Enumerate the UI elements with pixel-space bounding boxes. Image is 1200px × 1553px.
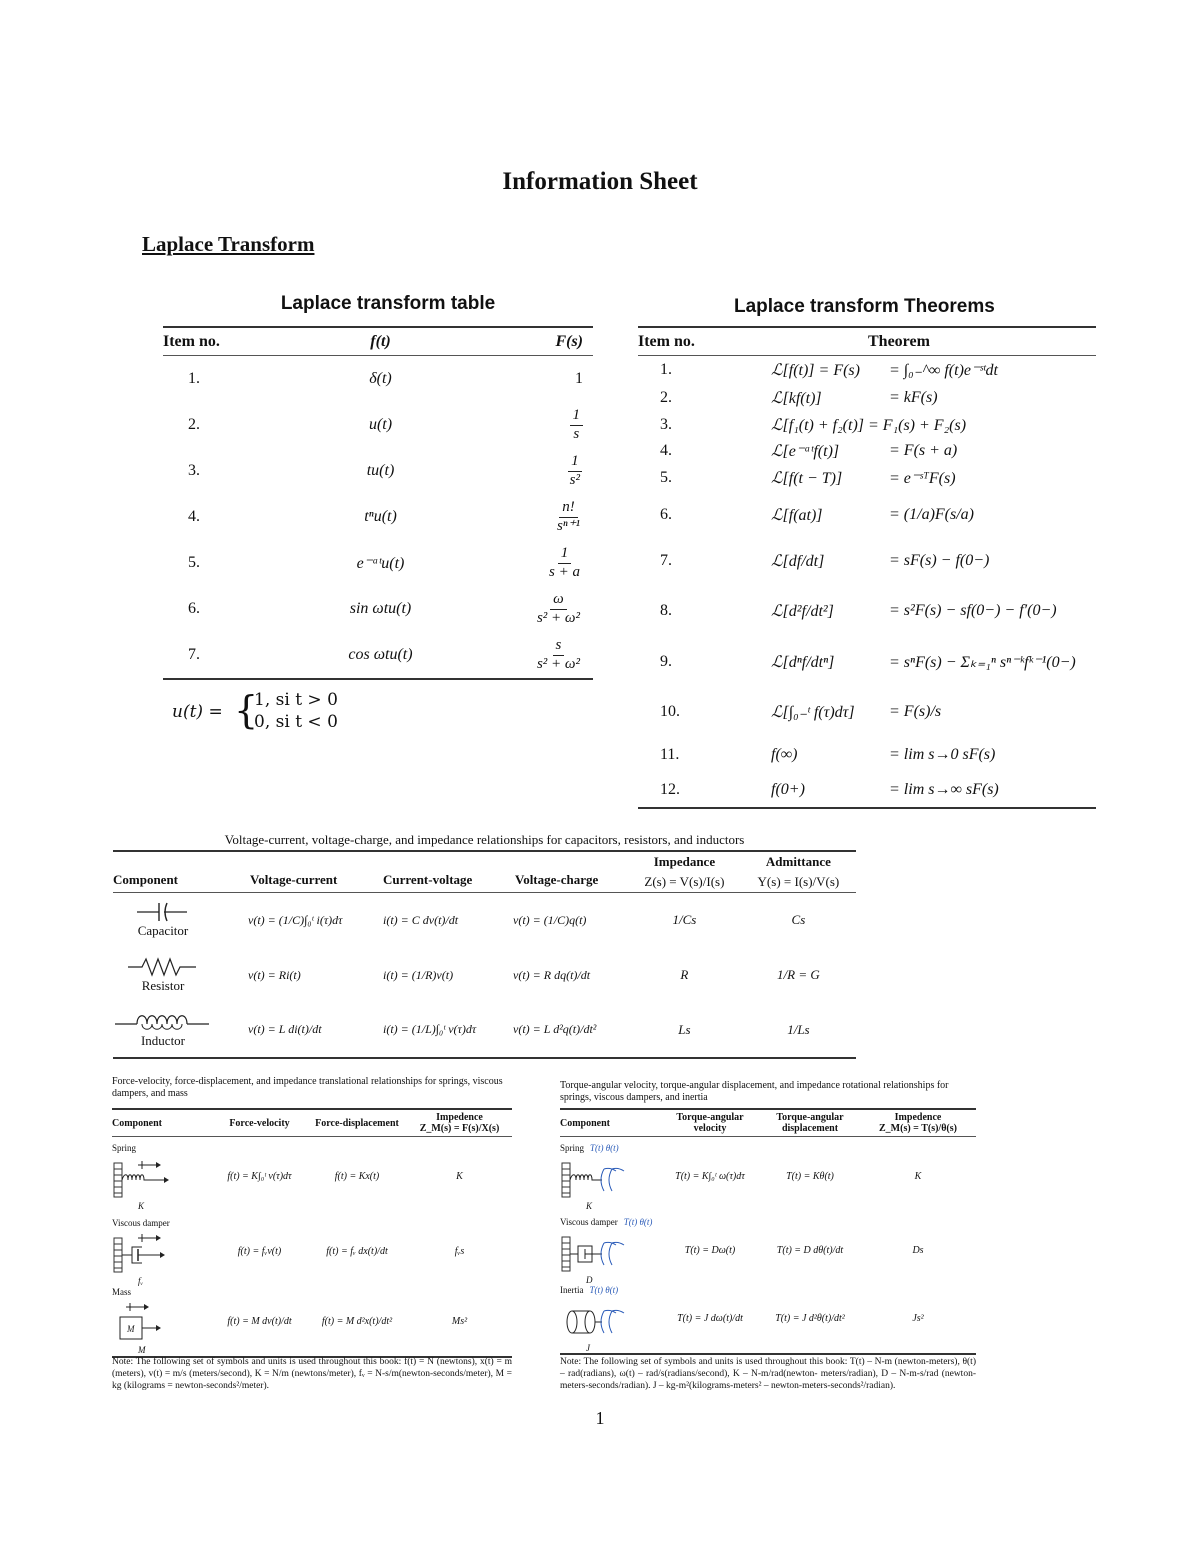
denominator: s + a [549,563,580,580]
unit-step-case-1: 1, si t > 0 [254,690,338,710]
equation-vq: v(t) = L d²q(t)/dt² [513,1022,597,1036]
capacitor-icon [133,901,193,923]
s-function [503,356,593,403]
component-symbol: fᵥ [138,1275,144,1286]
table-row [638,492,1096,538]
s-function [503,448,593,494]
table-row [638,686,1096,738]
theorem-lhs: ℒ[kf(t)] [771,389,822,407]
impedance: Ls [678,1021,691,1037]
rotational-table [560,1108,976,1355]
col-header: Theorem [868,333,930,350]
spring-icon [112,1153,182,1201]
item-number: 4. [660,442,672,459]
component-cell [113,893,233,948]
translational-table [112,1108,512,1358]
col-header-sub: Z(s) = V(s)/I(s) [644,874,725,889]
numerator: 1 [558,545,572,563]
theorem-rhs: = sF(s) − f(0−) [889,551,990,569]
torque-displacement: T(t) = J d²θ(t)/dt² [775,1313,845,1324]
table-row [560,1285,976,1354]
force-velocity: f(t) = M dv(t)/dt [227,1315,292,1327]
item-number: 5. [188,554,200,571]
component-symbol: K [138,1200,145,1211]
theorem-rhs: = lim s→∞ sF(s) [889,780,999,798]
s-function [503,402,593,448]
table-row [113,948,856,1003]
table-row [638,638,1096,686]
col-header: Item no. [638,333,695,350]
time-function: u(t) [368,416,393,433]
electrical-caption: Voltage-current, voltage-charge, and impedance relationships for capacitors, resistors, and inductors [224,832,745,847]
s-function [503,632,593,679]
table-row [560,1137,976,1217]
torque-label: T(t) θ(t) [589,1284,619,1295]
torque-velocity: T(t) = J dω(t)/dt [677,1313,743,1324]
item-number: 11. [660,746,680,763]
item-number: 10. [660,702,680,720]
col-header: f(t) [370,333,391,350]
inductor-icon [113,1011,213,1033]
table-row [113,893,856,948]
table-row [163,586,593,632]
component-cell [112,1137,212,1217]
table-row [638,384,1096,412]
impedance: fᵥs [454,1246,465,1257]
component-name: Viscous damper [560,1216,618,1227]
fraction [554,499,583,535]
equation-iv: i(t) = (1/R)v(t) [383,967,454,982]
s-function [503,494,593,540]
component-symbol: K [586,1200,593,1211]
torsion-spring-icon [560,1153,632,1201]
time-function: e⁻ᵃᵗu(t) [356,555,405,572]
numerator: 1 [568,453,582,471]
impedance: K [456,1171,463,1183]
translational-note: Note: The following set of symbols and units is used throughout this book: f(t) = N (newtons), x(t) = m (meters), v(t) = m/s (meters/second), K = N/m (newtons/meter), fᵥ = N-s/m(newton-seconds/meter), M = kg (kilograms = newton-seconds²/meter). [112,1357,512,1391]
svg-text:M: M [127,1324,135,1334]
component-name: Resistor [141,978,185,993]
col-header: Impedence Z_M(s) = F(s)/X(s) [419,1112,500,1134]
theorem-lhs: ℒ[f(at)] [771,506,823,524]
col-header: Admittance [765,854,831,869]
page-title: Information Sheet [502,168,698,195]
table-row [638,465,1096,492]
laplace-table [163,326,593,680]
torque-displacement: T(t) = D dθ(t)/dt [776,1245,844,1256]
table-row [638,738,1096,773]
col-header: Component [113,872,179,887]
numerator: n! [559,499,578,517]
col-header: Force-velocity [229,1117,290,1129]
item-number: 6. [660,505,672,523]
item-number: 2. [660,388,672,406]
component-cell [113,948,233,1003]
impedance: R [680,967,689,982]
theorem-lhs: f(0+) [771,780,805,798]
item-number: 1. [188,370,200,387]
time-function: cos ωtu(t) [348,646,413,663]
equation-vq: v(t) = R dq(t)/dt [513,967,591,982]
section-title: Laplace Transform [142,232,315,256]
col-header: Voltage-charge [515,872,599,887]
equation-iv: i(t) = C dv(t)/dt [383,912,459,927]
inertia-icon [560,1295,632,1343]
theorem-rhs: = F(s + a) [889,442,958,459]
col-header: Torque-angular displacement [776,1112,844,1134]
component-symbol: J [586,1342,590,1353]
equation-iv: i(t) = (1/L)∫₀ᵗ v(τ)dτ [383,1022,477,1036]
theorem-rhs: = sⁿF(s) − Σₖ₌₁ⁿ sⁿ⁻ᵏfᵏ⁻¹(0−) [889,653,1076,671]
theorems-table [638,326,1096,809]
item-number: 9. [660,652,672,670]
component-name: Spring [112,1142,137,1153]
col-header: F(s) [555,333,583,350]
table-row [638,412,1096,438]
col-header: Voltage-current [250,872,338,887]
numerator: s [553,637,565,655]
table-row [112,1137,512,1217]
theorem-lhs: ℒ[e⁻ᵃᵗf(t)] [771,443,840,460]
force-displacement: f(t) = fᵥ dx(t)/dt [326,1246,388,1257]
s-function [503,586,593,632]
rotational-note: Note: The following set of symbols and units is used throughout this book: T(t) – N-m (newton-meters), θ(t) – rad(radians), ω(t) – rad/s(radians/second), K – N-m/rad(newton- meters/radian), D – N-m-s/rad (newton- meters-seconds/radian). J – kg-m²(kilograms-meters² – newton-meters-seconds²/radian). [560,1357,976,1391]
time-function: δ(t) [369,370,392,387]
theorem-lhs: ℒ[f(t − T)] [771,470,843,487]
time-function: tu(t) [366,462,395,479]
table-row [112,1217,512,1287]
denominator: s² + ω² [536,609,580,626]
item-number: 6. [188,600,200,617]
fraction [570,407,584,443]
laplace-table-caption: Laplace transform table [280,293,496,314]
theorem-lhs: ℒ[∫₀₋ᵗ f(τ)dτ] [771,703,855,721]
fraction [546,545,583,581]
impedance: K [914,1171,922,1183]
col-header: Torque-angular velocity [676,1112,744,1134]
item-number: 2. [188,416,200,433]
col-header: Component [560,1117,611,1129]
numerator: 1 [570,407,584,425]
item-number: 12. [660,780,680,798]
col-header: Impedence Z_M(s) = T(s)/θ(s) [879,1112,957,1134]
denominator: s² [569,471,580,488]
table-row [638,584,1096,638]
fraction [534,591,583,627]
force-displacement: f(t) = Kx(t) [334,1171,380,1183]
col-header: Force-displacement [315,1117,399,1129]
mass-icon [112,1297,182,1345]
table-row [560,1217,976,1285]
equation-vi: v(t) = Ri(t) [248,967,301,982]
theorems-caption: Laplace transform Theorems [734,296,995,317]
page-number: 1 [595,1408,605,1428]
denominator: s [573,425,580,442]
item-number: 3. [188,462,200,479]
theorem-lhs: f(∞) [771,746,798,763]
theorem-rhs: = s²F(s) − sf(0−) − f′(0−) [889,601,1057,619]
theorem-lhs: ℒ[f₁(t) + f₂(t)] = F₁(s) + F₂(s) [771,416,967,434]
table-row [638,538,1096,584]
component-symbol: M [138,1345,146,1355]
impedance: Ms² [451,1315,468,1327]
theorem-lhs: ℒ[dⁿf/dtⁿ] [771,653,835,671]
translational-caption: Force-velocity, force-displacement, and impedance translational relationships for springs, viscous dampers, and mass [112,1076,503,1099]
resistor-icon [126,956,200,978]
table-row [163,540,593,586]
theorem-rhs: = lim s→0 sF(s) [889,746,996,763]
impedance: 1/Cs [672,912,697,928]
rotational-damper-icon [560,1227,632,1275]
unit-step-case-2: 0, si t < 0 [254,712,338,732]
force-velocity: f(t) = fᵥv(t) [237,1246,282,1257]
table-row [163,402,593,448]
torque-velocity: T(t) = Dω(t) [684,1245,736,1256]
table-row [163,356,593,403]
table-row [163,632,593,679]
brace-icon: { [234,688,259,732]
col-header: Item no. [163,333,220,350]
torque-velocity: T(t) = K∫₀ᵗ ω(τ)dτ [675,1171,745,1183]
item-number: 4. [188,508,200,525]
impedance: Js² [912,1313,924,1324]
component-name: Mass [112,1287,132,1297]
item-number: 7. [188,646,200,663]
unit-step-lhs: u(t) = [172,702,223,722]
damper-icon [112,1228,182,1276]
component-cell [113,1003,233,1058]
component-cell [560,1137,660,1217]
time-function: sin ωtu(t) [349,600,412,617]
component-cell [560,1285,660,1354]
rotational-caption: Torque-angular velocity, torque-angular displacement, and impedance rotational relationships for springs, viscous dampers, and inertia [560,1080,949,1103]
denominator: s² + ω² [536,655,580,672]
force-displacement: f(t) = M d²x(t)/dt² [321,1315,393,1327]
electrical-table [113,850,856,1059]
theorem-lhs: ℒ[df/dt] [771,552,825,570]
fraction [534,637,583,673]
table-row [113,1003,856,1058]
component-name: Viscous damper [112,1217,170,1228]
theorem-rhs: = (1/a)F(s/a) [889,505,974,523]
col-header-sub: Y(s) = I(s)/V(s) [757,874,840,889]
impedance: Ds [912,1245,924,1256]
component-name: Spring [560,1142,585,1153]
admittance: Cs [791,912,806,928]
value: 1 [575,370,583,387]
col-header: Impedance [653,854,716,869]
denominator: sⁿ⁺¹ [557,517,580,534]
theorem-rhs: = e⁻ˢᵀF(s) [889,470,956,487]
table-row [638,438,1096,465]
torque-label: T(t) θ(t) [590,1142,619,1153]
equation-vi: v(t) = L di(t)/dt [248,1022,322,1036]
theorem-rhs: = F(s)/s [889,702,942,720]
theorem-rhs: = ∫₀₋^∞ f(t)e⁻ˢᵗdt [889,361,998,379]
table-row [638,773,1096,808]
item-number: 3. [660,415,672,433]
torque-label: T(t) θ(t) [623,1216,653,1227]
item-number: 1. [660,360,672,378]
item-number: 5. [660,469,672,486]
component-name: Inertia [560,1284,584,1295]
component-name: Capacitor [137,923,189,939]
col-header: Current-voltage [383,872,473,887]
theorem-lhs: ℒ[f(t)] = F(s) [771,361,860,379]
force-velocity: f(t) = K∫₀ᵗ v(τ)dτ [227,1171,292,1183]
s-function [503,540,593,586]
table-row [163,494,593,540]
table-row [163,448,593,494]
item-number: 8. [660,601,672,619]
table-row [112,1287,512,1357]
admittance: 1/Ls [787,1021,810,1037]
component-symbol: D [586,1274,593,1285]
fraction [567,453,583,489]
item-number: 7. [660,551,672,569]
torque-displacement: T(t) = Kθ(t) [786,1171,834,1183]
equation-vq: v(t) = (1/C)q(t) [513,912,587,927]
equation-vi: v(t) = (1/C)∫₀ᵗ i(τ)dτ [248,912,343,927]
admittance: 1/R = G [777,967,820,982]
theorem-lhs: ℒ[d²f/dt²] [771,602,834,620]
component-name: Inductor [140,1032,186,1048]
time-function: tⁿu(t) [364,508,397,525]
component-cell [560,1217,660,1285]
component-cell [112,1287,212,1357]
col-header: Component [112,1117,163,1129]
theorem-rhs: = kF(s) [889,388,938,406]
component-cell [112,1217,212,1287]
numerator: ω [550,591,567,609]
table-row [638,356,1096,384]
